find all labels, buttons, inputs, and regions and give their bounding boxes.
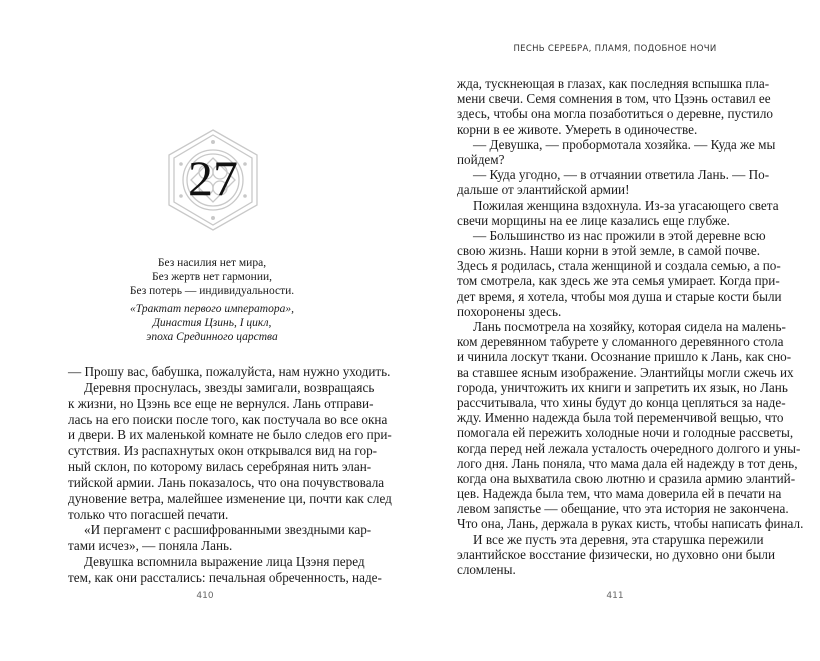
text-line: тами исчез», — поняла Лань. [68, 538, 233, 554]
paragraph [68, 379, 392, 523]
text-line: левом запястье — обещание, что эта история не закончена. [457, 501, 789, 517]
text-line: помогала ей пережить холодные ночи и голодные рассветы, [457, 425, 794, 441]
text-line: когда перед ней лежала усталость очередного долгого и уны- [457, 440, 801, 456]
text-line: ва ставшее ясным изображение. Элантийцы могли сжечь их [457, 364, 794, 380]
paragraph [457, 227, 782, 319]
body-text [68, 364, 392, 586]
text-line: сутствия. Из распахнутых окон открывался вид на гор- [68, 443, 378, 459]
text-line: Пожилая женщина вздохнула. Из-за угасающего света [473, 197, 779, 213]
text-line: мени свечи. Семя сомнения в том, что Цзэнь оставил ее [457, 91, 771, 107]
text-line: Деревня проснулась, звезды замигали, возвращаясь [84, 379, 375, 395]
text-line: Что она, Лань, держала в руках кисть, чтобы написать финал. [457, 516, 804, 532]
page-number: 410 [196, 591, 214, 601]
epigraph-source: «Трактат первого императора», [130, 302, 294, 315]
paragraph [457, 167, 770, 198]
text-line: дет время, я хотела, чтобы моя душа и старые кости были [457, 288, 782, 304]
running-header: ПЕСНЬ СЕРЕБРА, ПЛАМЯ, ПОДОБНОЕ НОЧИ [513, 44, 717, 54]
text-line: когда она выхватила свою лютню и сразила армию элантий- [457, 470, 796, 486]
text-line: рассчитывала, что хины будут до конца цепляться за наде- [457, 394, 786, 410]
text-line: Девушка вспомнила выражение лица Цзэня перед [84, 554, 365, 570]
text-line: свою жизнь. Наши корни в этой земле, в самой почве. [457, 243, 761, 259]
epigraph-source: Династия Цзинь, I цикл, [152, 316, 272, 329]
text-line: И все же пусть эта деревня, эта старушка пережили [473, 531, 764, 547]
text-line: жду. Именно надежда была той переменчивой вещью, что [457, 410, 784, 426]
text-line: элантийское восстание физически, но духовно они были [457, 546, 776, 562]
text-line: здесь, чтобы она могла позаботиться о деревне, пустило [457, 106, 774, 122]
text-line: корни в ее животе. Умереть в одиночестве. [457, 121, 698, 137]
paragraph [457, 197, 779, 228]
text-line: дальше от элантийской армии! [457, 182, 630, 198]
text-line: и чинила лоскут ткани. Осознание пришло к Лань, как сно- [457, 349, 792, 365]
text-line: тийской армии. Лань показалось, что она почувствовала [68, 474, 385, 490]
paragraph [457, 319, 804, 532]
text-line: ный склон, по которому вилась серебряная нить элан- [68, 459, 372, 475]
text-line: тем, как они расстались: печальная обреченность, наде- [68, 569, 382, 585]
text-line: цев. Надежда была тем, что мама доверила ей в печати на [457, 486, 782, 502]
body-text [457, 76, 804, 577]
paragraph [457, 76, 774, 137]
text-line: лого дня. Лань поняла, что мама дала ей надежду в тот день, [457, 455, 798, 471]
chapter-number: 27 [188, 150, 238, 206]
text-line: том смотрела, как здесь же эта семья умирает. Когда при- [457, 273, 780, 289]
paragraph [68, 364, 391, 380]
text-line: дуновение ветра, малейшее изменение ци, почти как след [68, 490, 392, 506]
text-line: и двери. В их маленькой комнате не было следов его при- [68, 427, 392, 443]
text-line: пойдем? [457, 151, 505, 167]
text-line: — Куда угодно, — в отчаянии ответила Лань. — По- [473, 167, 770, 183]
epigraph [80, 256, 344, 344]
text-line: сломлены. [457, 562, 516, 577]
paragraph [68, 522, 372, 554]
paragraph [68, 554, 382, 586]
text-line: «И пергамент с расшифрованными звездными кар- [84, 522, 372, 538]
text-line: ком деревянном табурете у сломанного деревянного стола [457, 334, 784, 350]
text-line: — Прошу вас, бабушка, пожалуйста, нам нужно уходить. [68, 364, 391, 379]
epigraph-source: эпоха Срединного царства [146, 331, 278, 344]
page-number: 411 [606, 591, 624, 601]
text-line: к жизни, но Цзэнь все еще не вернулся. Лань отправи- [68, 395, 374, 411]
text-line: — Большинство из нас прожили в этой деревне всю [473, 227, 766, 243]
text-line: Лань посмотрела на хозяйку, которая сидела на малень- [473, 319, 786, 334]
paragraph [457, 136, 776, 167]
text-line: похоронены здесь. [457, 303, 562, 319]
text-line: Здесь я родилась, стала женщиной и создала семью, а по- [457, 258, 781, 274]
epigraph-line: Без потерь — индивидуальности. [129, 285, 295, 298]
text-line: — Девушка, — пробормотала хозяйка. — Куда же мы [473, 136, 776, 152]
text-line: жда, тускнеющая в глазах, как последняя вспышка пла- [457, 76, 770, 91]
text-line: свечи морщины на ее лице казались еще глубже. [457, 212, 730, 228]
text-line: города, уничтожить их книги и запретить их язык, но Лань [457, 379, 788, 395]
text-line: лась на его поиски после того, как постучала во все окна [68, 411, 388, 427]
epigraph-line: Без насилия нет мира, [157, 257, 267, 269]
text-line: только что погасшей печати. [68, 506, 229, 522]
right-page [410, 0, 820, 661]
epigraph-line: Без жертв нет гармонии, [151, 271, 272, 284]
paragraph [457, 531, 776, 578]
